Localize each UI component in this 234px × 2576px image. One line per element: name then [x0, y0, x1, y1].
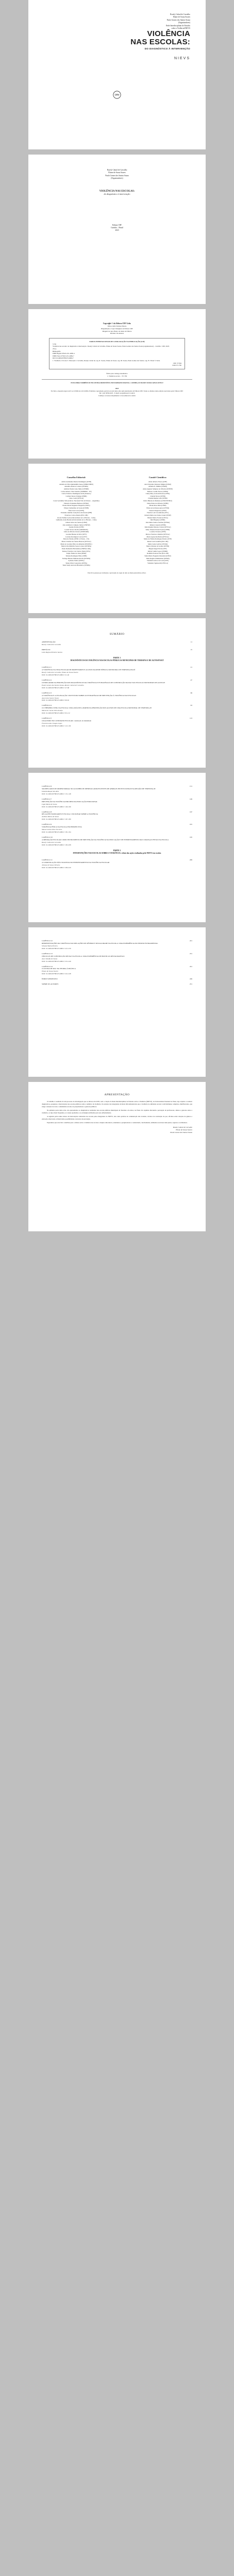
toc-page-1	[28, 618, 206, 768]
toc-entry-author: Paulo Gomes dos Santos Souza, Rosely Cabral de Carvalho	[42, 684, 84, 686]
toc-entry-title: CAPÍTULO 14 CULTURA DE PAZ: DA TEORIA À PRÁTICA	[42, 965, 76, 970]
toc-entry-page: 69	[190, 691, 192, 694]
council-member: Carlos Alberto Vilar Estêvão (UMINHO – PT)	[61, 490, 92, 493]
publisher-line: 2023	[115, 229, 119, 232]
title-page-title: VIOLÊNCIA NAS ESCOLAS:	[99, 189, 135, 193]
toc-entry-title: CAPÍTULO 11 A COMUNICAÇÃO NÃO VIOLENTA NO ENFRENTAMENTO DA VIOLÊNCIA ESCOLAR	[42, 859, 110, 864]
council-member: Gloria Fariñas León (Universidade de La Havana – Cuba)	[57, 516, 95, 519]
toc-entry-author: Ana Cláudia de Sousa	[42, 957, 58, 960]
cover-authors	[166, 13, 190, 30]
committee-member: Maria Aparecida Mello (UFSCar)	[146, 535, 169, 538]
council-member: Tania Suely Azevedo Brasileiro (UFOPA)	[62, 564, 90, 567]
editor-line: Paulo Gomes dos Santos Souza	[105, 174, 129, 177]
committee-member: Inês Bragança (UERJ)	[150, 519, 165, 521]
council-member: Elizeu Clementino de Souza (UNEB)	[64, 507, 89, 510]
committee-member: Barbara Coelho Neves (UFBA)	[147, 490, 169, 493]
committee-member: Juliana Canestri (UFPR)	[149, 523, 166, 526]
toc-entry-page: 167	[189, 810, 192, 813]
toc-entry-doi[interactable]: DOI: 10.24824/978652514984.7.149-166	[42, 805, 71, 808]
title-page-subtitle: do diagnóstico à intervenção	[104, 192, 130, 195]
toc-entry[interactable]	[42, 859, 192, 869]
catalog-line: 1. Violência 2. Escola 3. Educação I. Carvalho, Rosely Cabral de. org. II. Soares, Eliane de Sousa. org. III. Souza, Paulo Gomes dos Santos. org. IV. Título V. Série.	[53, 360, 160, 362]
toc-entry-title: SOBRE OS AUTORES	[42, 983, 59, 986]
toc-entry-page: 149	[189, 798, 192, 800]
cover-page	[28, 0, 206, 149]
toc-entry-title: APRESENTAÇÃO	[42, 641, 56, 643]
title-page-publisher	[42, 224, 192, 232]
council-member: Marcelo Paixão (UFRJ e UTexas – US)	[63, 538, 90, 540]
toc-entry-page: 209	[189, 859, 192, 861]
council-member: Francisco Carlos Duarte (PUC-PR)	[64, 514, 88, 516]
catalog-line: ISBN Físico 978-65-251-4984-7	[53, 354, 74, 357]
toc-entry-author: Rosely Cabral de Carvalho	[42, 643, 61, 646]
committee-member: Francisco Ari de Andrade (UFC)	[147, 512, 169, 514]
toc-entry-doi[interactable]: DOI: 10.24824/978652514984.7.231-240	[42, 960, 71, 962]
toc-entry[interactable]	[42, 641, 192, 646]
council-member: Guillermo Arias Beatón (Universidade de La Havana – Cuba)	[56, 519, 97, 521]
toc-part-heading: PARTE 2 INTERVENÇÕES NAS ESCOLAS SOBRE A VIOLÊNCIA: relato das ações realizadas pelo NIEVS em escolas	[73, 849, 161, 854]
toc-entry[interactable]	[42, 692, 192, 702]
cover-collective: NIEVS	[174, 57, 190, 60]
cover-author-line: Paulo Gomes dos Santos Souza	[166, 19, 190, 21]
committee-member: Helena Maria Ferreira (UFLA)	[147, 516, 168, 519]
toc-entry-doi[interactable]: DOI: 10.24824/978652514984.7.241-248	[42, 973, 71, 975]
toc-entry-page: 47	[190, 679, 192, 681]
catalog-line: V795	[53, 343, 57, 345]
committee-member: Maria Luiza Galvão (UFGM)	[148, 543, 168, 545]
toc-entry[interactable]	[42, 965, 192, 976]
toc-entry-doi[interactable]: DOI: 10.24824/978652514984.7.113-130	[42, 724, 71, 727]
toc-entry-author: Ana Lúcia Soares Nunes	[42, 697, 59, 699]
committee-member: Gláucia Maria dos Santos Jorge (UFOP)	[144, 514, 171, 516]
toc-entry-page: 113	[190, 717, 192, 720]
site-line: Conheça os nossos lançamentos: www.editoracrv.com.br	[98, 394, 136, 397]
toc-list	[42, 940, 192, 986]
council-member: Eduardo Fernandes Barbosa (UFMG)	[63, 502, 89, 504]
toc-entry[interactable]	[42, 785, 192, 795]
catalog-title: DADOS INTERNACIONAIS DE CATALOGAÇÃO NA PUBLICAÇÃO (CIP)	[89, 340, 145, 343]
toc-entry-doi[interactable]: DOI: 10.24824/978652514984.7.131-148	[42, 792, 71, 795]
copyright-line: Copyright © da Editora CRV Ltda.	[103, 323, 131, 325]
council-member: Élsio José Corá (UFFS)	[68, 509, 85, 512]
rights-year: 2023	[115, 387, 119, 389]
committee-member: Valdemar Sguissardi (UFSCar)	[147, 562, 168, 564]
committee-member: Dalva Helena de Medeiros (UNICENTRO)	[143, 500, 172, 502]
council-member: Leonel Severo Rocha (UNISINOS)	[64, 528, 88, 531]
council-member: Anselmo Alencar Colares (UFOPA)	[64, 485, 88, 488]
toc-list	[42, 785, 192, 869]
council-member: Cesar Gerónimo Tello (Univer. Nacional Três de Febrero – Argentina)	[53, 500, 99, 502]
toc-entry-page: 21	[190, 666, 192, 669]
catalog-cdd	[53, 362, 181, 367]
toc-entry-title: PREFÁCIO	[42, 648, 51, 651]
catalog-line: Bibliografia	[53, 350, 61, 352]
presentation-page	[28, 1082, 206, 1231]
cover-title-line1: VIOLÊNCIA	[147, 29, 190, 38]
toc-entry-doi[interactable]: DOI: 10.24824/978652514984.7.69-92	[42, 699, 70, 702]
scientific-committee-title: Comitê Científico:	[148, 476, 167, 479]
toc-entry[interactable]	[42, 823, 192, 834]
committee-member: Rafael Cunha Lopes (UFRRJ)	[147, 550, 168, 552]
committee-member: Valdelúcia Alves da Costa (UFF)	[146, 560, 169, 562]
editor-line: (Organizadores)	[111, 177, 123, 180]
council-member: João Adalberto Campato Junior (UNESP)	[62, 523, 90, 526]
council-member: Tadeu Oliver Gonçalves (UFPA)	[65, 562, 87, 564]
toc-entry-author: Maria Leticia Alves Ferreira	[42, 828, 62, 831]
council-member: Aldira Guimarães Duarte Domínguez (UNB)	[61, 481, 91, 483]
toc-entry-page: 251	[189, 983, 192, 986]
council-member: Carlos Federico Dominguez Avila (Unieuro)	[61, 493, 91, 495]
toc-entry-author: Silvana Maria Pereira	[42, 944, 58, 947]
council-member: Jailson Alves dos Santos (UFRJ)	[65, 521, 87, 523]
toc-entry-author: Lígia Maria de Sousa	[42, 803, 57, 805]
peer-review-note: Este livro passou por avaliação e aprovação às cegas de dois ou mais pareceristas ad hoc.	[88, 572, 146, 574]
committee-member: Andréia N. Militão (UEMS)	[148, 485, 168, 488]
publisher-line: Editora CRV	[112, 224, 122, 226]
council-member: Lourdes Helena da Silva (UFV)	[65, 533, 87, 536]
toc-entry-author: Rosely Cabral de Carvalho	[42, 841, 61, 843]
committee-member: Marcos Francisco Martins (UFSCar)	[145, 533, 170, 536]
toc-entry-page: 241	[189, 965, 192, 968]
toc-entry-title: CAPÍTULO 2 O INDICADOR DA PERCEPÇÃO DOS DIAGNÓSTICOS DA VIOLÊNCIA E ESTRATÉGIAS DE CONSTRUÇÃO DA PAZ NAS ESCOLAS MUNICIPAIS DE ALTOS-PI	[42, 679, 165, 684]
scientific-committee	[119, 476, 196, 567]
cover-author-line: Rosely Cabral de Carvalho	[170, 13, 190, 15]
council-member: Carmen Tereza Velanga (UNIR)	[65, 495, 87, 497]
committee-member: Cindy Mery Gavioli-Prestes (UFPA)	[145, 493, 170, 495]
toc-entry-author: Iolanda Raquel dos Reis	[42, 790, 59, 792]
committee-member: Ana Chrystina Venancio Mignot (UERJ)	[144, 483, 171, 485]
credit-line: Revisão: Os Autores	[110, 332, 124, 335]
toc-entry-page: 15	[190, 648, 192, 651]
council-member: Maria de Lourdes Pinto de Almeida (UNOESC)	[60, 543, 92, 545]
presentation-paragraph: O trabalho é resultado de um processo de investigação que se iniciou em 2018, com a criação da Rede Interdisciplinar de Estudos sobre a Violência (NIEVS), da Universidade Estadual do Piauí, cujo objetivo é realizar diagnósticos, pesquisas e intervenções nas escolas públicas sobre a temática da violência. Os estudos dos integrantes da Rede têm demonstrado que a violência no ambiente escolar é um fenômeno complexo, multifacetado, que exige a atenção de toda a comunidade escolar, de pesquisadores e gestores públicos.	[42, 1100, 192, 1108]
toc-entry-page: 231	[189, 952, 192, 955]
presentation-paragraph: Esperamos que este livro contribua para o debate sobre a violência nas escolas e inspire educadores, estudantes e pesquisadores a construírem, coletivamente, ambientes escolares mais justos, seguros e acolhedores.	[47, 1121, 188, 1124]
council-member: Simone Rodrigues Pinto (UNB)	[65, 554, 87, 557]
toc-entry-title: CAPÍTULO 5 O RACISMO NO COTIDIANO ESCOLAR: construção da identidade	[42, 717, 91, 722]
council-member: Andréia da Silva Quintanilha Sousa (UNIR/UFRN)	[59, 483, 93, 485]
presentation-heading: APRESENTAÇÃO	[104, 1093, 130, 1096]
committee-member: Deise Elena de Oliveira (UFPR)	[147, 502, 169, 504]
toc-entry-doi[interactable]: DOI: 10.24824/978652514984.7.21-46	[42, 673, 70, 676]
presentation-signature	[42, 1126, 192, 1134]
committee-member: Tânia Regina Zimmerman (UEMS)	[146, 557, 170, 560]
committee-member: Jane Maria Santos Sanches (UFMA)	[145, 521, 170, 523]
committee-member: Maria Lucia Gemilla (PUC-PR)	[147, 540, 169, 543]
committee-member: Maria de Fátima Rodrigues Pereira (UTP)	[144, 538, 172, 540]
credit-line: Diagramação e Capa: Designers da Editora CRV	[101, 328, 133, 330]
toc-entry-title: CAPÍTULO 12 REPRESENTAÇÕES DA VIOLÊNCIA NAS RELAÇÕES DE GÊNERO E SEXUALIDADE NA ESCOLA: UMA EXPERIÊNCIA NO ENSINO FUNDAMENTAL	[42, 940, 158, 944]
toc-entry-title: CAPÍTULO 13 CÍRCULOS DE CONSTRUÇÃO DE PAZ NA ESCOLA: UMA EXPERIÊNCIA DE PRÁTICAS RESTAURATIVAS	[42, 952, 125, 957]
presentation-paragraph: A segunda parte reúne relatos de intervenções realizadas nas escolas pelos integrantes do NIEVS, tais como práticas de comunicação não violenta, círculos de construção de paz, oficinas sobre relações de gênero e educação emocional, evidenciando possibilidades concretas de prevenção.	[42, 1115, 192, 1120]
cover-author-line: (Organizadores)	[178, 22, 190, 24]
toc-entry-author: Antônia Maria de Sousa	[42, 816, 59, 818]
cdd-line: CDD 371.782	[172, 364, 181, 367]
cover-title	[130, 30, 190, 50]
council-member: Solange Helena Ximenes-Rocha (UFOPA)	[62, 557, 91, 560]
credit-line: Imagem da capa: Banco de dados da Editora	[102, 330, 132, 332]
toc-entry[interactable]	[42, 940, 192, 950]
toc-page-3	[28, 927, 206, 1077]
toc-entry[interactable]	[42, 798, 192, 808]
toc-entry[interactable]	[42, 649, 192, 654]
rights-text: Foi feito o depósito legal conf. Lei 10.994 de 14/12/2004. Proibida a reprodução parcial ou total desta obra sem autorização da Editora CRV. Todos os direitos desta edição reservados pela: Editora CRV	[51, 389, 183, 392]
council-member: Sérgio Nunes de Jesus (IFRO)	[66, 552, 87, 555]
toc-entry-title: CAPÍTULO 6 SIGNIFICADOS DE ORDEM MORAL NO ACOLHER DE MENINAS ADOLESCENTES DE ABRIGOS INSTITUCIONAIS NA REGIÃO DE TERESINA-PI	[42, 785, 156, 790]
council-member: Antônio Pereira Gaio Júnior (UFRRJ)	[63, 487, 89, 490]
toc-entry[interactable]	[42, 704, 192, 715]
toc-entry-title: CAPÍTULO 7 PREVENÇÃO DA VIOLÊNCIA POR MEIO DA EDUCAÇÃO EMOCIONAL	[42, 798, 98, 803]
committee-member: Marta Ordonez de Gomes (UFPR)	[146, 545, 169, 548]
cover-subtitle: DO DIAGNÓSTICO À INTERVENÇÃO	[144, 47, 190, 50]
index-line: 1. Violência escolar – 371.782	[107, 375, 127, 377]
catalog-line: DOI 10.24824/978652514984.7	[53, 357, 74, 360]
committee-member: Romilda Teodora Ens (PUC-PR)	[147, 552, 169, 555]
committee-member: Kátia Regina Moreno Caiado (UFSCar)	[144, 526, 171, 529]
toc-entry-page: 93	[190, 704, 192, 707]
title-page	[28, 155, 206, 304]
committee-member: Fábia Arceu Deusa Ayres (UFSM)	[146, 507, 169, 510]
toc-entry-title: ÍNDICE REMISSIVO	[42, 978, 58, 980]
signature-line: Paulo Gomes dos Santos Souza	[170, 1131, 192, 1133]
toc-entry-title: CAPÍTULO 1 A VIOLÊNCIA NA VIDA ESCOLAR DE PROFESSORES E ALUNOS DA REDE PÚBLICA MUNICIPAL DE TERESINA-PIAUÍ	[42, 666, 136, 671]
toc-page-2	[28, 773, 206, 922]
signature-line: Rosely Cabral de Carvalho	[173, 1126, 192, 1128]
toc-entry-page: 249	[189, 978, 192, 980]
toc-list	[42, 641, 192, 727]
toc-entry-title: CAPÍTULO 8 RELAÇÕES FAMILIARES E ESCOLA: UM OLHAR SOBRE A VIOLÊNCIA	[42, 810, 98, 816]
toc-entry[interactable]	[42, 953, 192, 963]
digital-note: ESTA OBRA TAMBÉM SE ENCONTRA DISPONÍVEL EM FORMATO DIGITAL. CONHEÇA E BAIXE NOSSO APLICATIVO!	[71, 382, 163, 384]
catalog-box	[49, 338, 185, 369]
cdd-line: CDU 37.064	[173, 362, 181, 364]
cover-author-line: sobre a Violência/NIEVS	[171, 27, 190, 29]
toc-entry[interactable]	[42, 978, 192, 980]
toc-entry[interactable]	[42, 717, 192, 727]
title-page-editors	[42, 169, 192, 180]
toc-entry-title: CAPÍTULO 4 O CYBERBULLYING NA ESCOLA: UMA ANÁLISE A PARTIR DA PERCEPÇÃO DOS ALUNOS DE UMA ESCOLA MUNICIPAL DE TERESINA-PI	[42, 704, 152, 709]
toc-entry-page: 195	[189, 836, 192, 838]
editorial-council-title: Conselho Editorial:	[66, 476, 86, 479]
index-title: Índice para catálogo sistemático	[106, 372, 128, 375]
committee-member: Cláudia Regina Lahr (UFPR)	[148, 497, 168, 500]
toc-entry-page: 181	[189, 823, 192, 826]
toc-entry-doi[interactable]: DOI: 10.24824/978652514984.7.209-220	[42, 866, 71, 869]
catalog-line: 254 p.	[53, 347, 57, 350]
council-page	[28, 464, 206, 613]
toc-entry-author: Juliana de Sousa Oliveira	[42, 864, 60, 867]
contact-line: Tel.: (41) 3039-6418 – E-mail: sac@editoracrv.com.br	[99, 392, 135, 395]
toc-entry-title: CAPÍTULO 3 A VIOLÊNCIA E A LEGISLAÇÃO: UM ESTUDO SOBRE AS ESTRATÉGIAS DE PREVENÇÃO À VIOLÊNCIA NAS ESCOLAS	[42, 691, 137, 697]
catalog-line: ISBN Digital 978-65-251-4985-4	[53, 352, 75, 355]
toc-entry[interactable]	[42, 666, 192, 676]
publisher-line: Curitiba – Brasil	[111, 226, 123, 229]
committee-member: Anna Augusta Sampaio de Oliveira (UNESP)	[142, 487, 173, 490]
toc-heading: SUMÁRIO	[109, 633, 125, 636]
cover-author-line: Rede Interdisciplinar de Estudos	[166, 24, 190, 27]
toc-entry-author: Leila Regina Pinheiro Santos	[42, 651, 62, 653]
editor-line: Rosely Cabral de Carvalho	[107, 169, 127, 171]
council-member: Renato Francisco dos Santos Paula (UFG)	[62, 550, 90, 552]
council-member: Celso Conti (UFSCar)	[69, 497, 84, 500]
cover-author-line: Eliane de Sousa Soares	[173, 16, 190, 19]
committee-member: Miguel Angel Pavan (UFF)	[148, 547, 167, 550]
toc-entry[interactable]	[42, 811, 192, 821]
toc-entry-doi[interactable]: DOI: 10.24824/978652514984.7.93-112	[42, 712, 70, 715]
council-member: Luciano Rodrigues Costa (UFV)	[65, 535, 87, 538]
committee-member: Lourdes Ferreira (UFPI)	[149, 531, 166, 533]
toc-entry-page: 221	[189, 940, 192, 942]
toc-entry-title: CAPÍTULO 10 A MEDIAÇÃO ESCOLAR COMO INSTRUMENTO DE PREVENÇÃO DA VIOLÊNCIA NA EDUCAÇÃO E DE ENFRENTAMENTO DAS CRIANÇAS FEITAS NA ESCOLA	[42, 836, 169, 841]
publisher-logo-text: CRV	[114, 93, 120, 96]
toc-entry-doi[interactable]: DOI: 10.24824/978652514984.7.221-230	[42, 947, 71, 950]
toc-entry-doi[interactable]: DOI: 10.24824/978652514984.7.167-180	[42, 818, 71, 821]
signature-line: Eliane de Sousa Soares	[176, 1128, 192, 1131]
cover-title-line2: NAS ESCOLAS:	[130, 37, 190, 46]
divider	[42, 379, 192, 380]
committee-member: Kelly Vanessa Peroni Souza (UFPR)	[145, 528, 170, 531]
committee-member: Altair Alberto Fávero (UPF)	[148, 481, 168, 483]
scientific-committee-list	[119, 481, 196, 564]
toc-entry-author: Eliane de Sousa Soares	[42, 970, 58, 973]
toc-entry-author: Rosely Cabral de Carvalho, Eliane de Sousa Soares	[42, 671, 78, 674]
committee-member: Cláudia Neves (UFPR)	[150, 495, 165, 497]
committee-member: Sônia Maria Nogueira Deusdará (UFRJ)	[144, 554, 171, 557]
credits-lines	[42, 325, 192, 335]
credits-page	[28, 309, 206, 459]
council-member: Maria Cristina dos Santos Bezerra (UFSCar)	[61, 540, 91, 543]
committee-member: Eliane Rose Maio (UEM)	[149, 504, 166, 507]
toc-entry-page: 131	[189, 785, 192, 787]
toc-part-heading: PARTE 1 DIAGNÓSTICOS DA VIOLÊNCIA NAS ESCOLAS PÚBLICAS MUNICIPAIS DE TERESINA E DE ALTOS/PIAUÍ	[70, 656, 164, 662]
toc-entry-page: 11	[190, 641, 192, 643]
toc-entry[interactable]	[42, 679, 192, 689]
council-member: Fernando Antônio Gonçalves Alcoforado (IPB)	[60, 512, 92, 514]
presentation-body	[42, 1100, 192, 1124]
toc-entry-doi[interactable]: DOI: 10.24824/978652514984.7.47-68	[42, 686, 70, 689]
editorial-council	[38, 476, 115, 567]
council-member: Maria Lília Imbiriba Sousa Colares (UFOPA)	[61, 545, 92, 548]
editorial-council-list	[38, 481, 115, 567]
toc-entry-doi[interactable]: DOI: 10.24824/978652514984.7.195-208	[42, 843, 71, 846]
council-member: Josania Portela (UFPI)	[69, 526, 84, 529]
committee-member: Fauston Negreiros (UFPI)	[149, 509, 166, 512]
council-member: Elione Maria Nogueira Diogenes (UFAL)	[62, 504, 90, 507]
toc-entry-author: Maria do Carmo Silva Araújo	[42, 709, 63, 712]
council-member: Sydione Santos (UEPG)	[68, 560, 85, 562]
editor-line: Eliane de Sousa Soares	[108, 172, 126, 174]
toc-entry-author: Francisca das Chagas Lopes	[42, 722, 62, 725]
council-member: Lídia de Oliveira Xavier (UNIEURO)	[63, 531, 89, 533]
catalog-line: Violência nas escolas: do diagnóstico à intervenção / Rosely Cabral de Carvalho, Eliane de Sousa Soares, Paulo Gomes dos Santos Souza (organizadores) – Curitiba : CRV, 2023.	[53, 345, 170, 348]
toc-entry-doi[interactable]: DOI: 10.24824/978652514984.7.181-194	[42, 831, 71, 834]
publisher-logo-icon	[113, 91, 121, 99]
council-member: Paulo Romualdo Hernandes (UNIFAL-MG)	[61, 547, 91, 550]
toc-entry[interactable]	[42, 983, 192, 986]
toc-entry[interactable]	[42, 836, 192, 846]
presentation-paragraph: Na primeira parte desta obra, são apresentados os diagnósticos realizados nas escolas públicas municipais de Teresina e de Altos, no Piauí. Os capítulos discutem a percepção de professores, alunos e gestores sobre a violência, os tipos mais frequentes, as causas apontadas e as estratégias utilizadas para seu enfrentamento.	[42, 1109, 192, 1114]
credit-line: Editor-chefe: Railson Moura	[107, 325, 127, 328]
toc-entry-title: CAPÍTULO 9 VIOLÊNCIA FÍSICA NA ESCOLA EM PERSPECTIVA	[42, 823, 82, 828]
